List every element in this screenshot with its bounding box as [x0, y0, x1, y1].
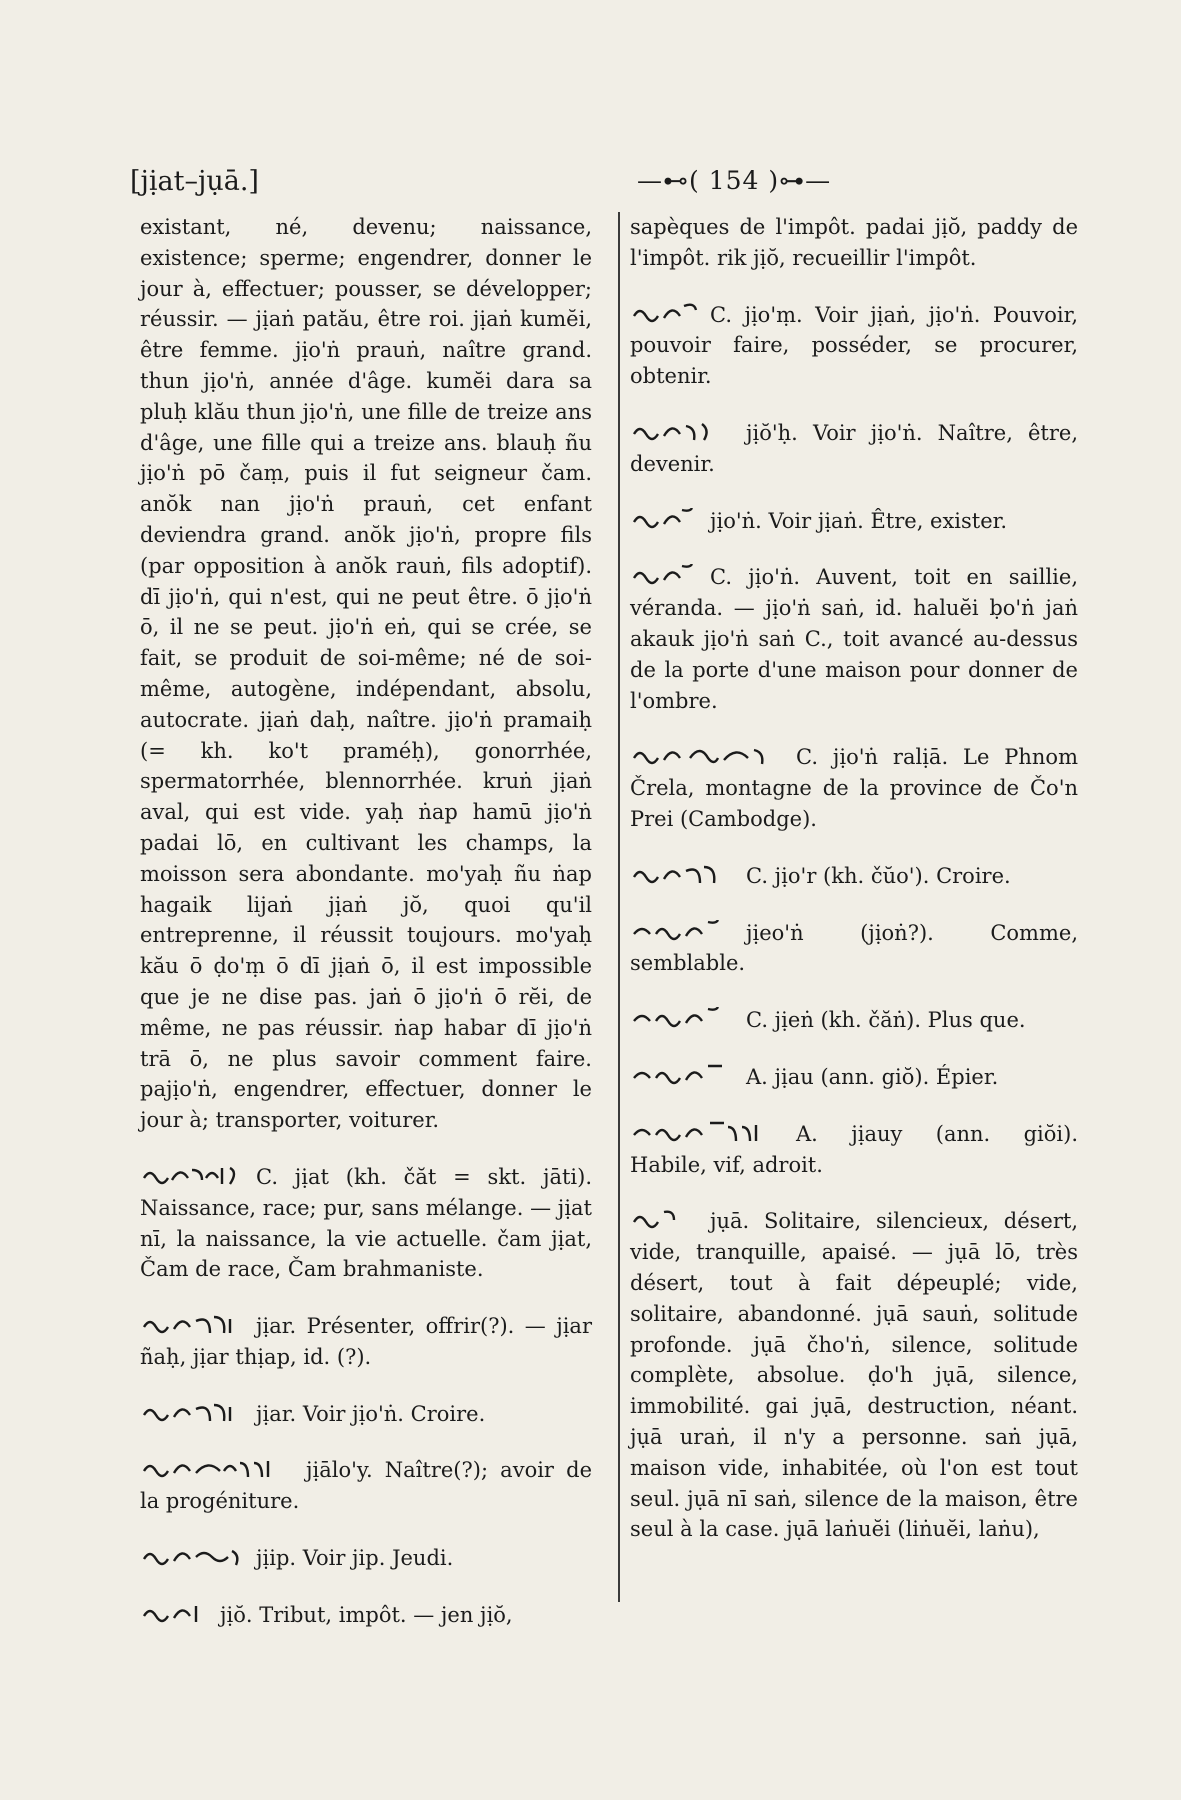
entry-text: jịālo'y. Naître(?); avoir de la progéniture.: [140, 1458, 592, 1514]
cham-script-glyph: [140, 1164, 250, 1186]
entry-text: jịŏ. Tribut, impôt. — jen jịŏ,: [220, 1602, 513, 1627]
entry-text: jịar. Présenter, offrir(?). — jịar ñaḥ, jịar thịap, id. (?).: [140, 1314, 592, 1369]
entry-jion-1: [630, 506, 1078, 537]
entry-text: jụā. Solitaire, silencieux, désert, vide, tranquille, apaisé. — jụā lō, très désert, tout à fait dépeuplé; vide, solitaire, abandonné. jụā sauṅ, solitude profonde. jụā čho'ṅ, silence, solitude complète, absolue. ḍo'h jụā, silence, immobilité. gai jụā, destruction, néant. jụā uraṅ, il n'y a personne. saṅ jụā, maison vide, inhabitée, où l'on est tout seul. jụā nī saṅ, silence de la maison, être seul à la case. jụā laṅuĕi (liṅuĕi, laṅu),: [630, 1209, 1078, 1542]
entry-jiip: [140, 1543, 592, 1574]
entry-text: jịŏ'ḥ. Voir jịo'ṅ. Naître, être, devenir.: [630, 420, 1078, 476]
entry-text: C. jịo'r (kh. čŭo'). Croire.: [746, 863, 1011, 888]
left-column: [140, 212, 592, 1631]
entry-jiar-1: [140, 1311, 592, 1373]
entry-continuation: sapèques de l'impôt. padai jịŏ, paddy de l'impôt. rik jịŏ, recueillir l'impôt.: [630, 215, 1078, 270]
entry-text: A. jịau (ann. giŏ). Épier.: [746, 1064, 999, 1089]
entry-text: jịar. Voir jịo'ṅ. Croire.: [256, 1401, 486, 1426]
guide-words: [jịat–jụā.]: [130, 166, 259, 197]
entry-jiau: [630, 1062, 1078, 1093]
entry-jion-2: [630, 562, 1078, 716]
entry-jiauy: [630, 1119, 1078, 1181]
cham-script-glyph: [140, 1545, 250, 1567]
entry-text: A. jịauy (ann. giŏi). Habile, vif, adroit.: [630, 1121, 1078, 1177]
cham-script-glyph: [140, 1313, 250, 1335]
entry-text: C. jịeṅ (kh. čăṅ). Plus que.: [746, 1008, 1026, 1033]
cham-script-glyph: [630, 920, 740, 942]
cham-script-glyph: [630, 564, 704, 586]
cham-script-glyph: [630, 1208, 704, 1230]
entry-jion-ralia: [630, 742, 1078, 834]
entry-jialoy: [140, 1455, 592, 1517]
entry-jua: [630, 1206, 1078, 1545]
entry-jioh: [630, 418, 1078, 480]
entry-jieon: [630, 918, 1078, 980]
entry-text: C. jịo'ṅ ralịā. Le Phnom Črela, montagne de la province de Čo'n Prei (Cambodge).: [630, 745, 1078, 831]
right-column: [630, 212, 1078, 1545]
cham-script-glyph: [630, 1121, 790, 1143]
page-number: —⊷( 154 )⊶—: [637, 166, 832, 195]
entry-jio: [140, 1600, 592, 1631]
entry-jiom: [630, 300, 1078, 392]
entry-text: C. jịo'ṅ. Auvent, toit en saillie, véranda. — jịo'ṅ saṅ, id. haluĕi ḅo'ṅ jaṅ akauk jịo'ṅ saṅ C., toit avancé au-dessus de la porte d'une maison pour donner de l'ombre.: [630, 565, 1078, 713]
entry-text: C. jịat (kh. čăt = skt. jāti). Naissance, race; pur, sans mélange. — jịat nī, la naissance, la vie actuelle. čam jịat, Čam de race, Čam brahmaniste.: [140, 1164, 592, 1282]
entry-text: jịeo'ṅ (jịoṅ?). Comme, semblable.: [630, 920, 1078, 976]
column-rule: [618, 212, 620, 1602]
cham-script-glyph: [630, 744, 790, 766]
entry-continuation: existant, né, devenu; naissance, existence; sperme; engendrer, donner le jour à, effectuer; pousser, se développer; réussir. — jịaṅ patău, être roi. jịaṅ kumĕi, être femme. jịo'ṅ prauṅ, naître grand. thun jịo'ṅ, année d'âge. kumĕi dara sa pluḥ klău thun jịo'ṅ, une fille de treize ans d'âge, une fille qui a treize ans. blauḥ ñu jịo'ṅ pō čaṃ, puis il fut seigneur čam. anŏk nan jịo'ṅ prauṅ, cet enfant deviendra grand. anŏk jịo'ṅ, propre fils (par opposition à anŏk rauṅ, fils adoptif). dī jịo'ṅ, qui n'est, qui ne peut être. ō jịo'ṅ ō, il ne se peut. jịo'ṅ eṅ, qui se crée, se fait, se produit de soi-même; né de soi-même, autogène, indépendant, absolu, autocrate. jịaṅ daḥ, naître. jịo'ṅ pramaiḥ (= kh. ko't praméḥ), gonorrhée, spermatorrhée, blennorrhée. kruṅ jịaṅ aval, qui est vide. yaḥ ṅap hamū jịo'ṅ padai lō, en cultivant les champs, la moisson sera abondante. mo'yaḥ ñu ṅap hagaik lijaṅ jịaṅ jŏ, quoi qu'il entreprenne, il réussit toujours. mo'yaḥ kău ō ḍo'ṃ ō dī jịaṅ ō, il est impossible que je ne dise pas. jaṅ ō jịo'ṅ ō rĕi, de même, ne pas réussir. ṅap habar dī jịo'ṅ trā ō, ne plus savoir comment faire. pajịo'ṅ, engendrer, effectuer, donner le jour à; transporter, voiturer.: [140, 215, 592, 1133]
entry-text: C. jịo'ṃ. Voir jịaṅ, jịo'ṅ. Pouvoir, pouvoir faire, posséder, se procurer, obtenir.: [630, 302, 1078, 389]
entry-jien: [630, 1005, 1078, 1036]
cham-script-glyph: [630, 1007, 740, 1029]
cham-script-glyph: [630, 863, 740, 885]
running-head: [130, 162, 1080, 202]
cham-script-glyph: [140, 1602, 214, 1624]
entry-jiat: [140, 1162, 592, 1285]
entry-text: jịo'ṅ. Voir jịaṅ. Être, exister.: [710, 508, 1008, 533]
cham-script-glyph: [630, 508, 704, 530]
entry-jiar-2: [140, 1399, 592, 1430]
entry-jior: [630, 861, 1078, 892]
entry-text: jịip. Voir jip. Jeudi.: [256, 1546, 454, 1571]
cham-script-glyph: [140, 1401, 250, 1423]
cham-script-glyph: [630, 1064, 740, 1086]
cham-script-glyph: [630, 302, 704, 324]
cham-script-glyph: [140, 1457, 300, 1479]
cham-script-glyph: [630, 420, 740, 442]
